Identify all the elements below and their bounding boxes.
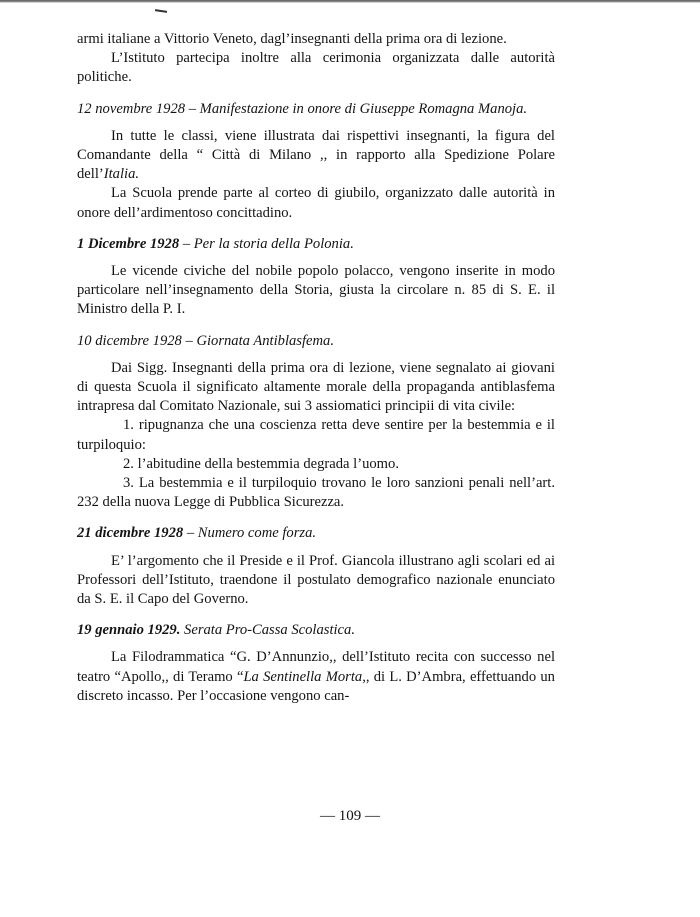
- section-title: Giornata Antiblasfema.: [196, 332, 335, 349]
- opening-line: armi italiane a Vittorio Veneto, dagl’insegnanti della prima ora di lezione.: [77, 31, 507, 47]
- section-date: 1 Dicembre 1928: [77, 235, 180, 252]
- list-item: 1. ripugnanza che una coscienza retta deve sentire per la bestemmia e il turpiloquio:: [77, 417, 555, 453]
- section-title: Manifestazione in onore di Giuseppe Romagna Manoja.: [199, 100, 528, 117]
- section-date: 10 dicembre 1928: [77, 332, 182, 349]
- section-heading: 12 novembre 1928 – Manifestazione in onore di Giuseppe Romagna Manoja.: [77, 100, 528, 117]
- section-title: Per la storia della Polonia.: [193, 235, 354, 252]
- paragraph: Le vicende civiche del nobile popolo polacco, vengono inserite in modo particolare nell’insegnamento della Storia, giusta la circolare n. 85 di S. E. il Ministro della P. I.: [77, 263, 555, 318]
- section-heading: 1 Dicembre 1928 – Per la storia della Polonia.: [77, 235, 354, 252]
- paragraph: E’ l’argomento che il Preside e il Prof. Giancola illustrano agli scolari ed ai Professori dell’Istituto, traendone il postulato demografico nazionale enunciato da S. E. il Capo del Governo.: [77, 552, 555, 608]
- paragraph: La Filodrammatica “G. D’Annunzio,, dell’Istituto recita con successo nel teatro “Apollo,, di Teramo “La Sentinella Morta,, di L. D’Ambra, effettuando un discreto incasso. Per l’occasione vengono can-: [77, 649, 555, 704]
- scan-mark: [155, 9, 167, 13]
- section-heading: 21 dicembre 1928 – Numero come forza.: [77, 525, 317, 542]
- scan-top-edge: [0, 0, 700, 3]
- section-date: 21 dicembre 1928: [77, 525, 184, 542]
- list-item: 3. La bestemmia e il turpiloquio trovano le loro sanzioni penali nell’art. 232 della nuova Legge di Pubblica Sicurezza.: [77, 475, 555, 511]
- paragraph: Dai Sigg. Insegnanti della prima ora di lezione, viene segnalato ai giovani di questa Scuola il significato altamente morale della propaganda antiblasfema intrapresa dal Comitato Nazionale, sui 3 assiomatici principii di vita civile:: [77, 359, 555, 415]
- section-heading: [77, 621, 555, 640]
- document-page: [77, 30, 555, 706]
- paragraph: In tutte le classi, viene illustrata dai rispettivi insegnanti, la figura del Comandante della “ Città di Milano ,, in rapporto alla Spedizione Polare dell’Italia.: [77, 127, 555, 183]
- paragraph: La Scuola prende parte al corteo di giubilo, organizzato dalle autorità in onore dell’ardimentoso concittadino.: [77, 185, 555, 221]
- page-number: — 109 —: [320, 808, 380, 824]
- section-heading: 10 dicembre 1928 – Giornata Antiblasfema.: [77, 332, 335, 349]
- section-date: 12 novembre 1928: [77, 100, 186, 117]
- section-date: 19 gennaio 1929.: [77, 622, 181, 639]
- section-title: Numero come forza.: [197, 525, 317, 542]
- section-title: Serata Pro-Cassa Scolastica.: [184, 622, 355, 639]
- opening-paragraph: L’Istituto partecipa inoltre alla cerimonia organizzata dalle autorità politiche.: [77, 50, 555, 86]
- list-item: 2. l’abitudine della bestemmia degrada l’uomo.: [123, 455, 399, 472]
